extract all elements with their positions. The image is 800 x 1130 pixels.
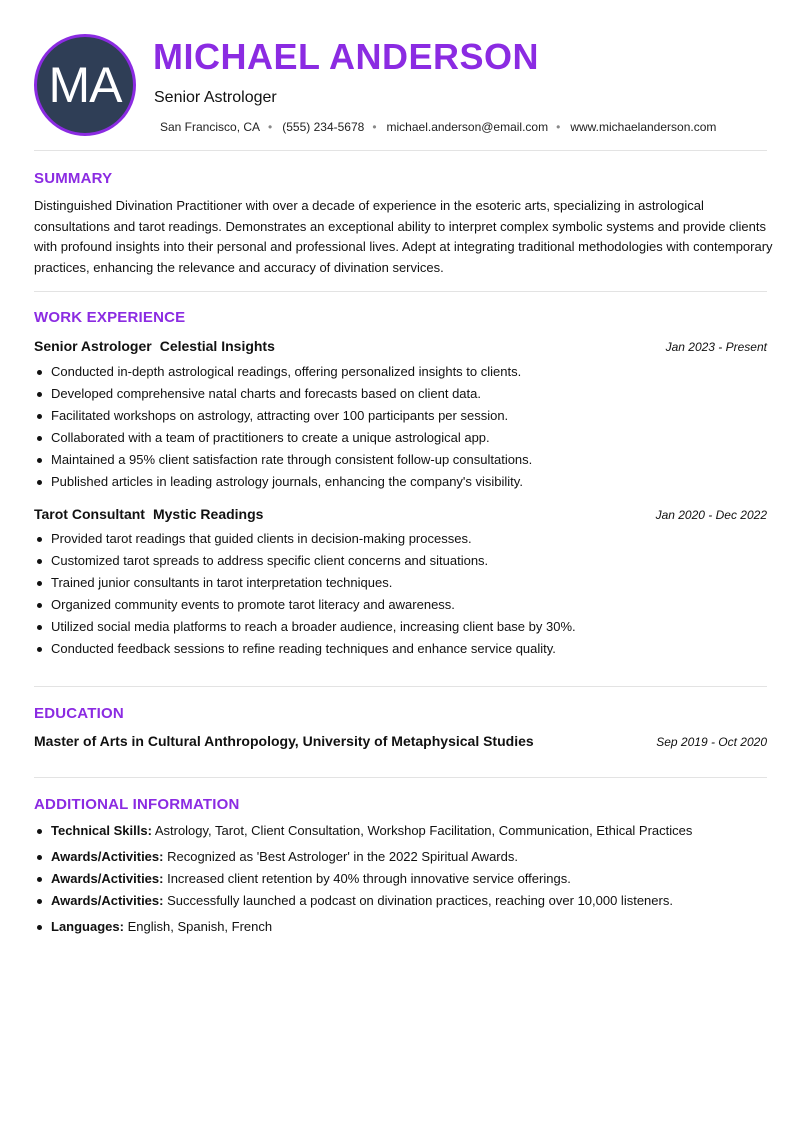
summary-text: Distinguished Divination Practitioner with over a decade of experience in the esoteric arts, specializing in astrological consultations and tarot readings. Demonstrates an exceptional ability to interpret complex symbolic systems and provide clients with profound insights into their personal and professional lives. Adept at integrating traditional methodologies with contemporary practices, enhancing the relevance and accuracy of divination services.	[34, 198, 773, 275]
list-item: Organized community events to promote tarot literacy and awareness.	[34, 594, 774, 616]
job-company: Celestial Insights	[159, 338, 275, 354]
list-item: Utilized social media platforms to reach a broader audience, increasing client base by 30%.	[34, 616, 774, 638]
separator-dot: •	[556, 120, 561, 134]
divider	[34, 777, 767, 778]
list-item: Collaborated with a team of practitioners to create a unique astrological app.	[34, 427, 774, 449]
list-item: Customized tarot spreads to address specific client concerns and situations.	[34, 550, 774, 572]
additional-heading: ADDITIONAL INFORMATION	[34, 796, 240, 813]
info-label: Technical Skills:	[51, 823, 152, 838]
info-text: Astrology, Tarot, Client Consultation, Workshop Facilitation, Communication, Ethical Practices	[154, 823, 693, 838]
education-heading: EDUCATION	[34, 705, 124, 722]
education-date: Sep 2019 - Oct 2020	[656, 735, 767, 749]
education-degree: Master of Arts in Cultural Anthropology, University of Metaphysical Studies	[34, 733, 534, 749]
summary-heading: SUMMARY	[34, 170, 113, 187]
info-label: Awards/Activities:	[51, 871, 164, 886]
list-item: Trained junior consultants in tarot interpretation techniques.	[34, 572, 774, 594]
divider	[34, 686, 767, 687]
separator-dot: •	[268, 120, 273, 134]
avatar	[34, 34, 136, 136]
list-item: Published articles in leading astrology journals, enhancing the company's visibility.	[34, 471, 774, 493]
job-date: Jan 2023 - Present	[665, 340, 767, 354]
list-item: Conducted in-depth astrological readings, offering personalized insights to clients.	[34, 361, 774, 383]
list-item: Conducted feedback sessions to refine reading techniques and enhance service quality.	[34, 638, 774, 660]
info-text: Increased client retention by 40% through innovative service offerings.	[167, 871, 571, 886]
job-header	[34, 338, 767, 354]
job-date: Jan 2020 - Dec 2022	[655, 508, 767, 522]
info-label: Languages:	[51, 919, 124, 934]
list-item: Provided tarot readings that guided clients in decision-making processes.	[34, 528, 774, 550]
job-bullets	[34, 361, 774, 493]
divider	[34, 291, 767, 292]
separator-dot: •	[372, 120, 377, 134]
job-company: Mystic Readings	[152, 506, 264, 522]
list-item	[34, 890, 774, 912]
divider	[34, 150, 767, 151]
list-item: Maintained a 95% client satisfaction rate through consistent follow-up consultations.	[34, 449, 774, 471]
info-text: Successfully launched a podcast on divination practices, reaching over 10,000 listeners.	[167, 893, 673, 908]
job-header	[34, 506, 767, 522]
info-text: Recognized as 'Best Astrologer' in the 2022 Spiritual Awards.	[167, 849, 518, 864]
contact-email: michael.anderson@email.com	[386, 120, 549, 134]
job-bullets	[34, 528, 774, 660]
info-text: English, Spanish, French	[127, 919, 273, 934]
list-item	[34, 868, 774, 890]
job-role: Tarot Consultant	[34, 506, 145, 522]
list-item	[34, 846, 774, 868]
contact-phone: (555) 234-5678	[282, 120, 365, 134]
additional-list	[34, 820, 774, 938]
list-item: Developed comprehensive natal charts and forecasts based on client data.	[34, 383, 774, 405]
education-entry	[34, 733, 767, 749]
info-label: Awards/Activities:	[51, 893, 164, 908]
candidate-name: MICHAEL ANDERSON	[153, 36, 540, 77]
job-role: Senior Astrologer	[34, 338, 152, 354]
job-title-company	[34, 506, 263, 522]
list-item	[34, 820, 774, 842]
experience-heading: WORK EXPERIENCE	[34, 309, 186, 326]
job-title-company	[34, 338, 275, 354]
list-item: Facilitated workshops on astrology, attracting over 100 participants per session.	[34, 405, 774, 427]
avatar-initials: MA	[48, 57, 122, 113]
list-item	[34, 916, 774, 938]
info-label: Awards/Activities:	[51, 849, 164, 864]
contact-location: San Francisco, CA	[160, 120, 261, 134]
contact-line	[160, 120, 716, 134]
candidate-title: Senior Astrologer	[154, 89, 277, 106]
contact-website: www.michaelanderson.com	[570, 120, 717, 134]
